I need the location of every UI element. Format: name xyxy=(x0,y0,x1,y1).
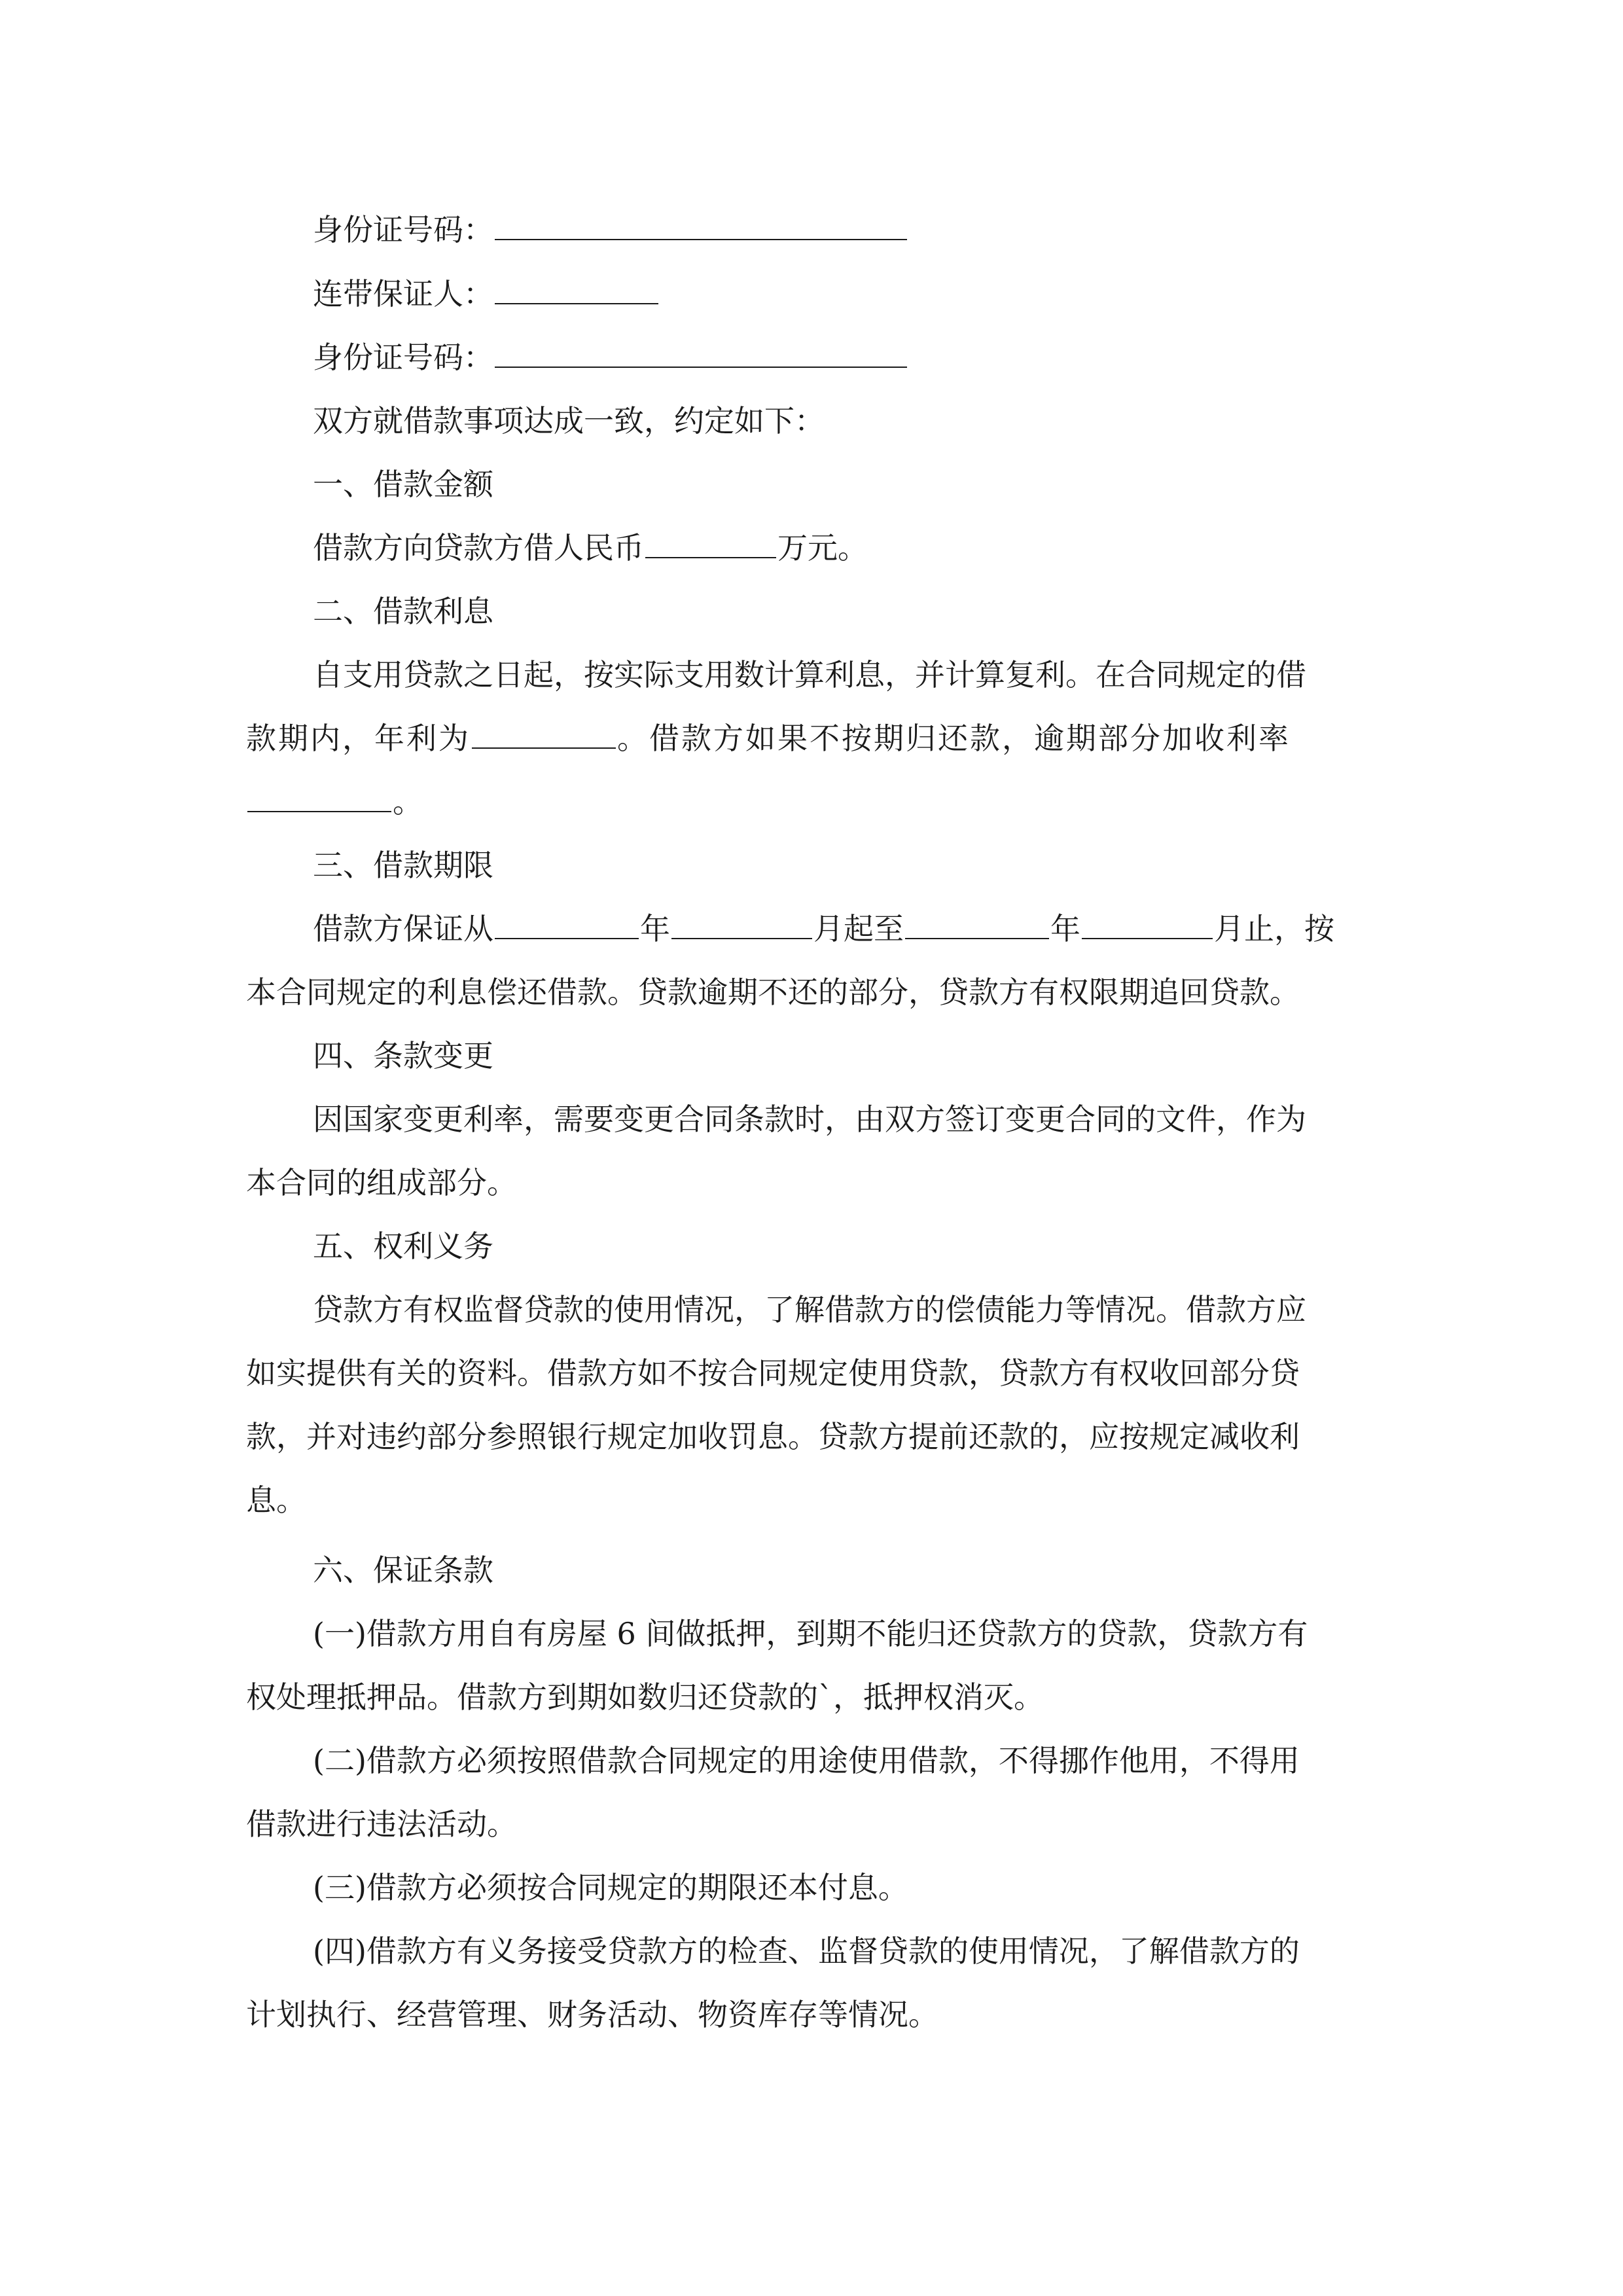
section-6-item-1-line-2: 权处理抵押品。借款方到期如数归还贷款的`，抵押权消灭。 xyxy=(246,1679,1044,1715)
section-2-title: 二、借款利息 xyxy=(313,594,493,629)
section-1-paragraph xyxy=(313,516,1623,580)
end-year-blank xyxy=(905,937,1049,939)
section-6-item-2-line-1: (二)借款方必须按照借款合同规定的用途使用借款，不得挪作他用，不得用 xyxy=(313,1743,1300,1778)
term-from-text: 借款方保证从 xyxy=(313,911,493,946)
section-4-line-2: 本合同的组成部分。 xyxy=(246,1165,517,1200)
start-year-blank xyxy=(495,937,639,939)
guarantor-field xyxy=(313,262,1623,326)
section-5-title: 五、权利义务 xyxy=(313,1229,493,1264)
loan-amount-blank xyxy=(645,556,776,558)
end-year-unit: 年 xyxy=(1050,911,1080,946)
start-month-unit: 月起至 xyxy=(813,911,904,946)
loan-amount-text: 借款方向贷款方借人民币 xyxy=(313,530,644,565)
start-month-blank xyxy=(671,937,812,939)
section-3-line-2: 本合同规定的利息偿还借款。贷款逾期不还的部分，贷款方有权限期追回贷款。 xyxy=(246,975,1300,1010)
id-number-label-2: 身份证号码： xyxy=(313,340,493,375)
section-2-line-3 xyxy=(246,770,1623,834)
guarantor-label: 连带保证人： xyxy=(313,276,493,312)
section-4-line-1: 因国家变更利率，需要变更合同条款时，由双方签订变更合同的文件，作为 xyxy=(313,1102,1306,1137)
overdue-rate-end: 。 xyxy=(393,784,423,819)
overdue-rate-blank xyxy=(247,810,391,812)
section-3-line-1 xyxy=(313,897,1623,961)
guarantor-blank xyxy=(495,302,658,304)
intro-paragraph: 双方就借款事项达成一致，约定如下： xyxy=(313,403,825,439)
section-3-title: 三、借款期限 xyxy=(313,848,493,883)
section-6-item-3-line-1: (三)借款方必须按合同规定的期限还本付息。 xyxy=(313,1870,908,1905)
section-5-line-3: 款，并对违约部分参照银行规定加收罚息。贷款方提前还款的，应按规定减收利 xyxy=(246,1419,1300,1454)
end-month-unit: 月止，按 xyxy=(1214,911,1334,946)
section-5-line-4: 息。 xyxy=(246,1482,306,1518)
id-number-field-1 xyxy=(313,198,1623,262)
section-6-item-4-line-2: 计划执行、经营管理、财务活动、物资库存等情况。 xyxy=(246,1997,938,2032)
section-2-line-1: 自支用贷款之日起，按实际支用数计算利息，并计算复利。在合同规定的借 xyxy=(313,657,1306,692)
id-number-field-2 xyxy=(313,325,1623,389)
overdue-rate-text: 。借款方如果不按期归还款，逾期部分加收利率 xyxy=(617,721,1291,756)
section-5-line-2: 如实提供有关的资料。借款方如不按合同规定使用贷款，贷款方有权收回部分贷 xyxy=(246,1355,1300,1391)
section-6-item-2-line-2: 借款进行违法活动。 xyxy=(246,1806,517,1842)
section-5-line-1: 贷款方有权监督贷款的使用情况，了解借款方的偿债能力等情况。借款方应 xyxy=(313,1292,1306,1327)
section-1-title: 一、借款金额 xyxy=(313,467,493,502)
annual-rate-blank xyxy=(472,747,616,749)
section-6-title: 六、保证条款 xyxy=(313,1552,493,1588)
id-number-blank-2 xyxy=(495,366,907,368)
id-number-blank-1 xyxy=(495,238,907,240)
start-year-unit: 年 xyxy=(640,911,670,946)
id-number-label-1: 身份证号码： xyxy=(313,212,493,247)
section-4-title: 四、条款变更 xyxy=(313,1038,493,1073)
section-2-line-2 xyxy=(246,706,1623,770)
loan-amount-unit: 万元。 xyxy=(777,530,868,565)
section-6-item-4-line-1: (四)借款方有义务接受贷款方的检查、监督贷款的使用情况，了解借款方的 xyxy=(313,1933,1300,1969)
annual-rate-text: 款期内，年利为 xyxy=(246,721,471,756)
end-month-blank xyxy=(1082,937,1213,939)
section-6-item-1-line-1: (一)借款方用自有房屋 6 间做抵押，到期不能归还贷款方的贷款，贷款方有 xyxy=(313,1616,1308,1651)
